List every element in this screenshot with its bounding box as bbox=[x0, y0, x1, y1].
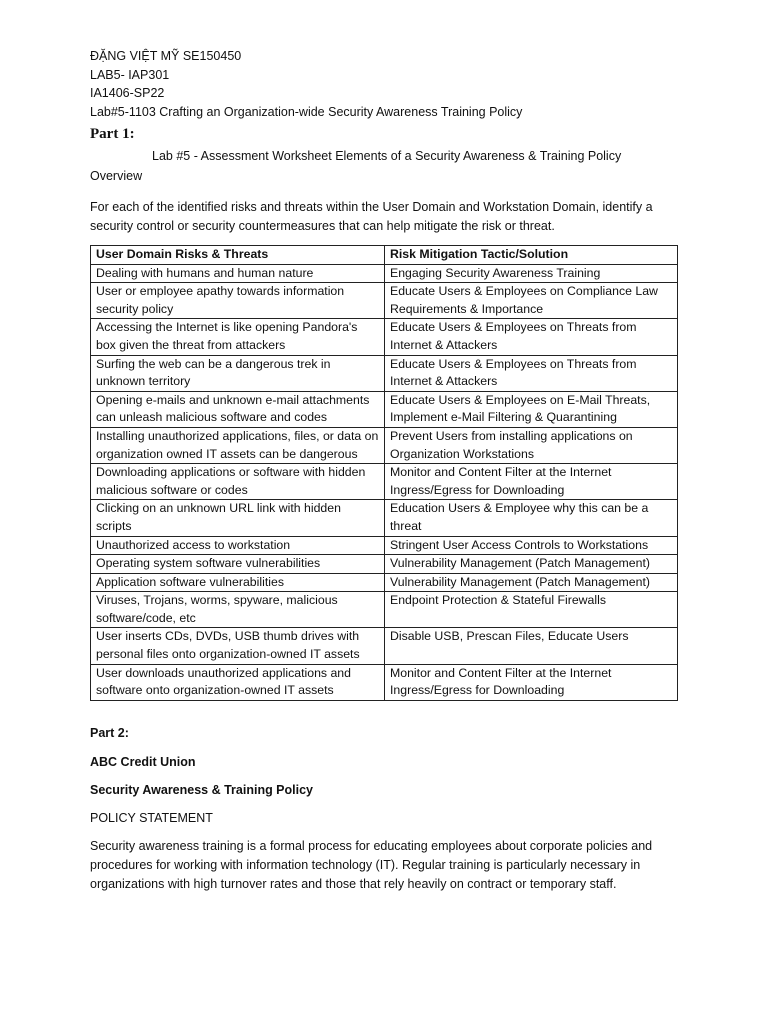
part1-heading: Part 1: bbox=[90, 126, 135, 142]
part2-heading: Part 2: bbox=[90, 726, 129, 740]
table-row bbox=[91, 464, 678, 500]
policy-title: Security Awareness & Training Policy bbox=[90, 783, 314, 797]
column-header-mitigation: Risk Mitigation Tactic/Solution bbox=[385, 246, 678, 265]
part2-section bbox=[90, 726, 653, 891]
table-row bbox=[91, 573, 678, 592]
policy-statement-heading: POLICY STATEMENT bbox=[90, 811, 213, 825]
risk-cell: User or employee apathy towards information security policy bbox=[91, 283, 385, 319]
table-row bbox=[91, 355, 678, 391]
intro-paragraph: For each of the identified risks and threats within the User Domain and Workstation Domain, identify a security control or security countermeasures that can help mitigate the risk or threat. bbox=[90, 200, 653, 233]
risk-cell: Unauthorized access to workstation bbox=[91, 536, 385, 555]
risk-cell: Installing unauthorized applications, files, or data on organization owned IT assets can be dangerous bbox=[91, 427, 385, 463]
table-row bbox=[91, 555, 678, 574]
lab-line: LAB5- IAP301 bbox=[90, 67, 170, 82]
risk-cell: Dealing with humans and human nature bbox=[91, 264, 385, 283]
risk-cell: Viruses, Trojans, worms, spyware, malicious software/code, etc bbox=[91, 592, 385, 628]
table-row bbox=[91, 391, 678, 427]
table-header-row bbox=[91, 246, 678, 265]
mitigation-cell: Vulnerability Management (Patch Management) bbox=[385, 573, 678, 592]
mitigation-cell: Monitor and Content Filter at the Internet Ingress/Egress for Downloading bbox=[385, 464, 678, 500]
company-name: ABC Credit Union bbox=[90, 755, 196, 769]
table-row bbox=[91, 283, 678, 319]
risk-cell: Operating system software vulnerabilities bbox=[91, 555, 385, 574]
mitigation-cell: Vulnerability Management (Patch Management) bbox=[385, 555, 678, 574]
table-row bbox=[91, 264, 678, 283]
table-row bbox=[91, 500, 678, 536]
mitigation-cell: Educate Users & Employees on Threats from Internet & Attackers bbox=[385, 355, 678, 391]
document-header bbox=[90, 47, 522, 121]
table-row bbox=[91, 427, 678, 463]
mitigation-cell: Disable USB, Prescan Files, Educate Users bbox=[385, 628, 678, 664]
table-row bbox=[91, 319, 678, 355]
mitigation-cell: Engaging Security Awareness Training bbox=[385, 264, 678, 283]
risk-cell: Clicking on an unknown URL link with hidden scripts bbox=[91, 500, 385, 536]
table-row bbox=[91, 536, 678, 555]
table-body bbox=[91, 264, 678, 700]
risk-mitigation-table bbox=[90, 245, 678, 701]
mitigation-cell: Monitor and Content Filter at the Internet Ingress/Egress for Downloading bbox=[385, 664, 678, 700]
risk-cell: Opening e-mails and unknown e-mail attachments can unleash malicious software and codes bbox=[91, 391, 385, 427]
risk-cell: Application software vulnerabilities bbox=[91, 573, 385, 592]
mitigation-cell: Educate Users & Employees on Compliance Law Requirements & Importance bbox=[385, 283, 678, 319]
risk-cell: User downloads unauthorized applications and software onto organization-owned IT assets bbox=[91, 664, 385, 700]
worksheet-subtitle: Lab #5 - Assessment Worksheet Elements of a Security Awareness & Training Policy bbox=[152, 149, 622, 163]
mitigation-cell: Education Users & Employee why this can be a threat bbox=[385, 500, 678, 536]
risk-cell: Surfing the web can be a dangerous trek in unknown territory bbox=[91, 355, 385, 391]
risk-cell: Downloading applications or software with hidden malicious software or codes bbox=[91, 464, 385, 500]
mitigation-cell: Educate Users & Employees on Threats from Internet & Attackers bbox=[385, 319, 678, 355]
mitigation-cell: Stringent User Access Controls to Workstations bbox=[385, 536, 678, 555]
risk-cell: Accessing the Internet is like opening Pandora's box given the threat from attackers bbox=[91, 319, 385, 355]
table-row bbox=[91, 592, 678, 628]
policy-statement-paragraph: Security awareness training is a formal process for educating employees about corporate policies and procedures for working with information technology (IT). Regular training is particularly necessary in organizations with high turnover rates and those that rely heavily on contract or temporary staff. bbox=[90, 839, 653, 891]
table-row bbox=[91, 628, 678, 664]
mitigation-cell: Educate Users & Employees on E-Mail Threats, Implement e-Mail Filtering & Quarantining bbox=[385, 391, 678, 427]
mitigation-cell: Prevent Users from installing applications on Organization Workstations bbox=[385, 427, 678, 463]
overview-label: Overview bbox=[90, 169, 143, 183]
mitigation-cell: Endpoint Protection & Stateful Firewalls bbox=[385, 592, 678, 628]
table-row bbox=[91, 664, 678, 700]
column-header-risks: User Domain Risks & Threats bbox=[91, 246, 385, 265]
author-line: ĐẶNG VIỆT MỸ SE150450 bbox=[90, 49, 242, 63]
class-line: IA1406-SP22 bbox=[90, 86, 165, 101]
risk-cell: User inserts CDs, DVDs, USB thumb drives with personal files onto organization-owned IT assets bbox=[91, 628, 385, 664]
lab-title: Lab#5-1103 Crafting an Organization-wide Security Awareness Training Policy bbox=[90, 104, 523, 119]
